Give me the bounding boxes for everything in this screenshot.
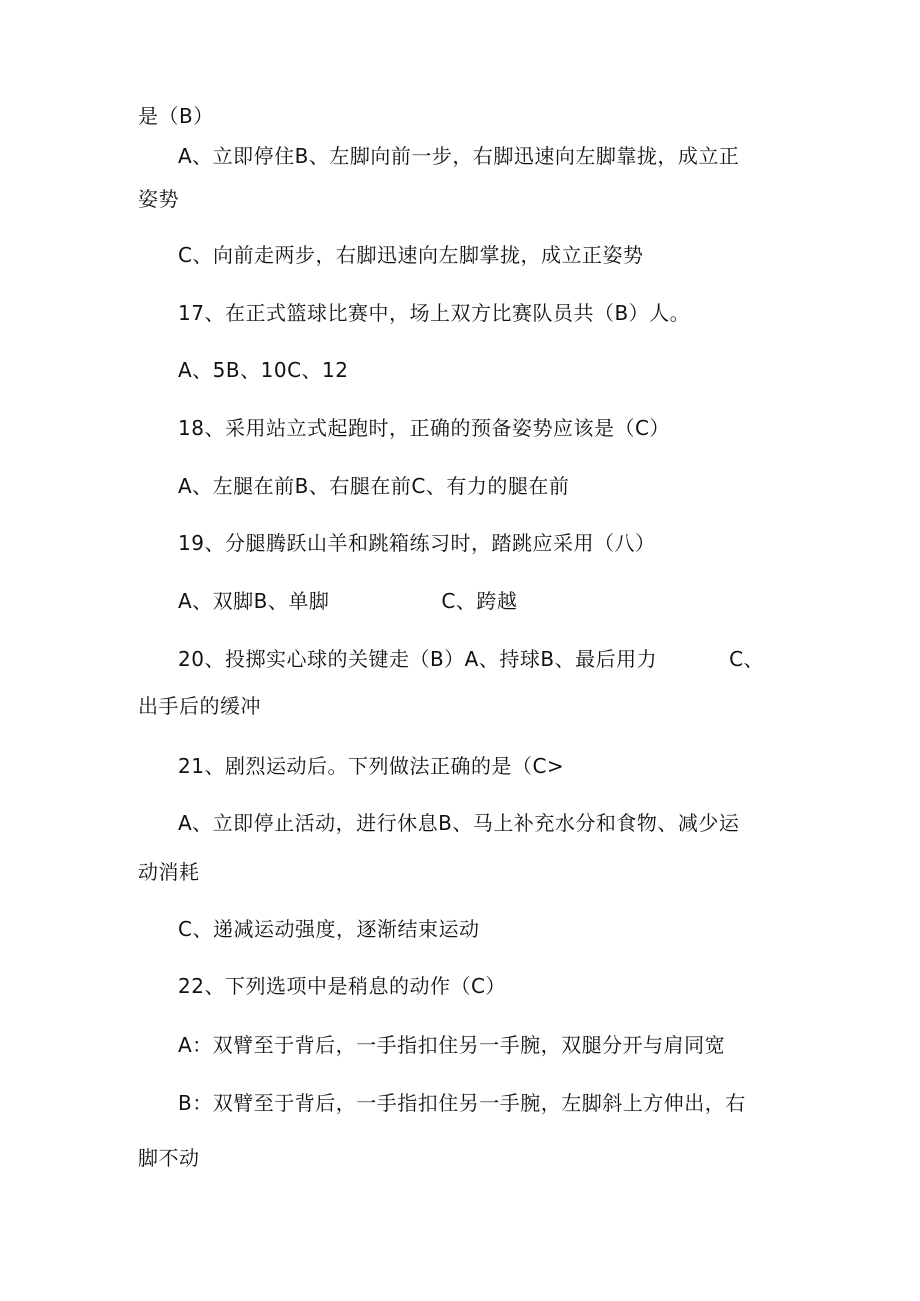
options-18: A、左腿在前B、右腿在前C、有力的腿在前 [178,474,570,498]
question-22: 22、下列选项中是稍息的动作（C） [178,974,506,998]
options-19-ab: A、双脚B、单脚 [178,589,330,613]
options-17: A、5B、10C、12 [178,358,349,382]
options-19-c: C、跨越 [441,589,518,613]
question-19: 19、分腿腾跃山羊和跳箱练习时，踏跳应采用（八） [178,531,656,555]
text-line: 脚不动 [138,1146,200,1170]
option-22-a: A：双臂至于背后，一手指扣住另一手腕，双腿分开与肩同宽 [178,1033,726,1057]
options-19 [178,589,517,613]
option-22-b: B：双臂至于背后，一手指扣住另一手腕，左脚斜上方伸出，右 [178,1091,746,1115]
question-18: 18、采用站立式起跑时，正确的预备姿势应该是（C） [178,416,670,440]
question-20 [178,647,764,671]
option-21-a-b: A、立即停止活动，进行休息B、马上补充水分和食物、减少运 [178,811,740,835]
text-line: A、立即停住B、左脚向前一步，右脚迅速向左脚靠拢，成立正 [178,144,740,168]
text-line: C、向前走两步，右脚迅速向左脚掌拢，成立正姿势 [178,243,644,267]
option-20-c: C、 [729,647,765,671]
question-17: 17、在正式篮球比赛中，场上双方比赛队员共（B）人。 [178,301,691,325]
text-line: 是（B） [138,104,214,128]
question-20-text: 20、投掷实心球的关键走（B）A、持球B、最后用力 [178,647,658,671]
text-line: 姿势 [138,187,179,211]
text-line: 动消耗 [138,860,200,884]
option-21-c: C、递减运动强度，逐渐结束运动 [178,917,480,941]
text-line: 出手后的缓冲 [138,694,261,718]
question-21: 21、剧烈运动后。下列做法正确的是（C> [178,754,565,778]
